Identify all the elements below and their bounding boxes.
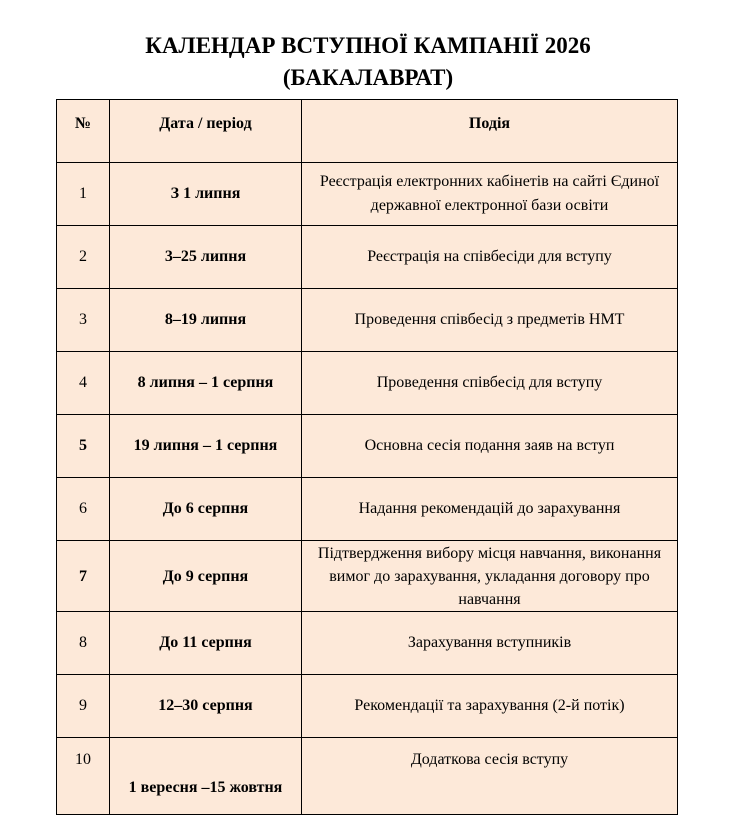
header-event: Подія	[302, 100, 678, 163]
row-number: 6	[57, 478, 110, 541]
row-date: 3–25 липня	[110, 226, 302, 289]
table-row	[57, 478, 678, 541]
row-number: 5	[57, 415, 110, 478]
table-row	[57, 352, 678, 415]
page-title	[0, 30, 736, 94]
row-date: 8 липня – 1 серпня	[110, 352, 302, 415]
row-date: До 9 серпня	[110, 541, 302, 612]
row-number: 3	[57, 289, 110, 352]
row-event: Основна сесія подання заяв на вступ	[302, 415, 678, 478]
row-date: З 1 липня	[110, 163, 302, 226]
row-event: Зарахування вступників	[302, 612, 678, 675]
row-event: Рекомендації та зарахування (2-й потік)	[302, 675, 678, 738]
title-line-1: КАЛЕНДАР ВСТУПНОЇ КАМПАНІЇ 2026	[145, 33, 591, 58]
header-number: №	[57, 100, 110, 163]
table-row	[57, 415, 678, 478]
table-row	[57, 163, 678, 226]
row-date: 1 вересня –15 жовтня	[110, 738, 302, 815]
row-event: Додаткова сесія вступу	[302, 738, 678, 815]
row-number: 9	[57, 675, 110, 738]
row-event: Реєстрація на співбесіди для вступу	[302, 226, 678, 289]
table-header-row	[57, 100, 678, 163]
row-event: Проведення співбесід для вступу	[302, 352, 678, 415]
row-date: 12–30 серпня	[110, 675, 302, 738]
title-line-2: (БАКАЛАВРАТ)	[282, 65, 454, 90]
admission-calendar-table	[56, 99, 678, 815]
table-row	[57, 675, 678, 738]
row-event: Надання рекомендацій до зарахування	[302, 478, 678, 541]
row-date: До 11 серпня	[110, 612, 302, 675]
row-number: 4	[57, 352, 110, 415]
row-event: Проведення співбесід з предметів НМТ	[302, 289, 678, 352]
table-row	[57, 541, 678, 612]
row-date: 8–19 липня	[110, 289, 302, 352]
row-number: 1	[57, 163, 110, 226]
row-number: 2	[57, 226, 110, 289]
row-date: 19 липня – 1 серпня	[110, 415, 302, 478]
table-row	[57, 226, 678, 289]
header-date: Дата / період	[110, 100, 302, 163]
row-number: 10	[57, 738, 110, 815]
table-row	[57, 289, 678, 352]
table-row	[57, 738, 678, 815]
row-event: Реєстрація електронних кабінетів на сайті Єдиної державної електронної бази освіти	[302, 163, 678, 226]
row-event: Підтвердження вибору місця навчання, виконання вимог до зарахування, укладання договору про навчання	[302, 541, 678, 612]
row-number: 8	[57, 612, 110, 675]
row-date: До 6 серпня	[110, 478, 302, 541]
row-number: 7	[57, 541, 110, 612]
table-row	[57, 612, 678, 675]
